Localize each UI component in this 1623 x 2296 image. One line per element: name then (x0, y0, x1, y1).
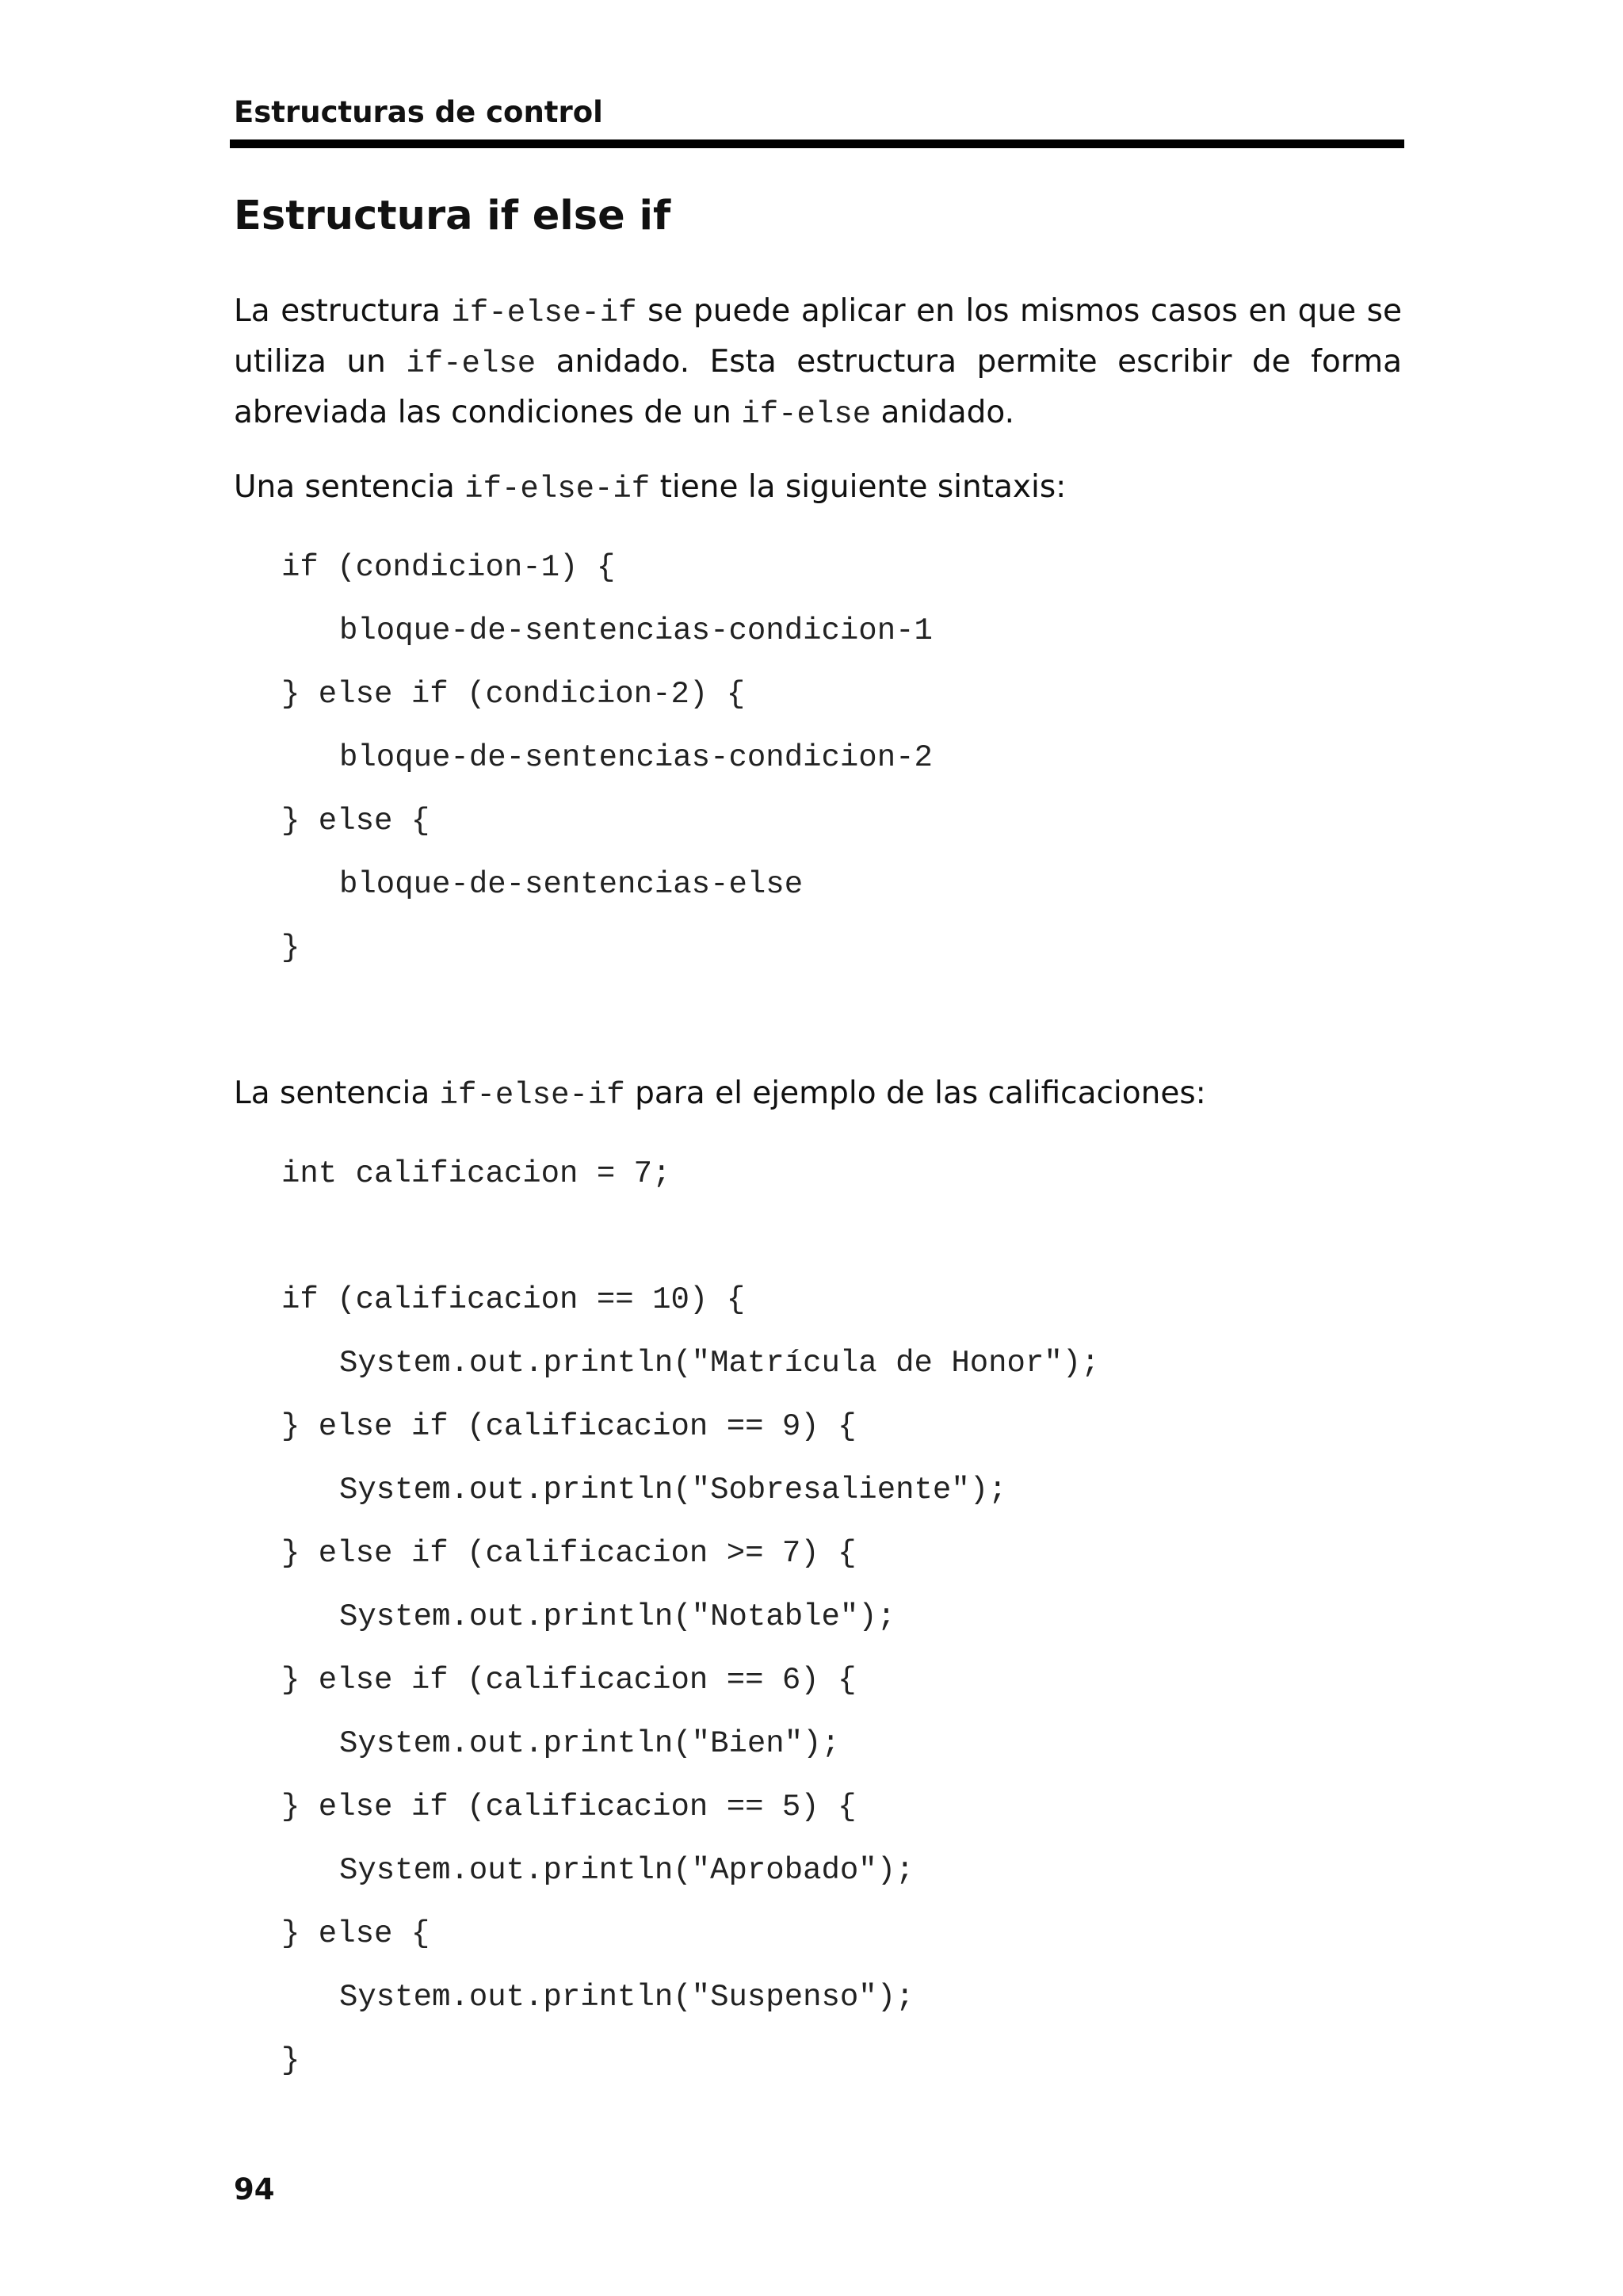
intro-text-1: La estructura (234, 293, 452, 329)
code-line: if (condicion-1) { (281, 550, 616, 585)
example-intro-text-1: La sentencia (234, 1075, 440, 1111)
code-line: bloque-de-sentencias-condicion-1 (339, 613, 933, 648)
code-line: bloque-de-sentencias-condicion-2 (339, 740, 933, 775)
code-line: int calificacion = 7; (281, 1156, 671, 1191)
syntax-intro-paragraph (234, 463, 1402, 514)
code-line: } (281, 930, 300, 965)
intro-text-2: se puede aplicar en los mismos casos en que se utiliza un (234, 293, 1402, 380)
inline-code-if-else-if: if-else-if (439, 1078, 625, 1113)
running-header: Estructuras de control (234, 95, 603, 129)
syntax-intro-text-2: tiene la siguiente sintaxis: (650, 469, 1067, 505)
code-line: } else if (calificacion == 5) { (281, 1790, 857, 1824)
code-line: } else if (calificacion >= 7) { (281, 1536, 857, 1571)
inline-code-if-else-if: if-else-if (451, 296, 637, 330)
inline-code-if-else: if-else (741, 397, 872, 432)
intro-text-3: anidado. Esta estructura permite escribir de forma abreviada las condiciones de un (234, 344, 1402, 430)
inline-code-if-else: if-else (406, 346, 537, 381)
code-line: bloque-de-sentencias-else (339, 867, 804, 902)
section-title: Estructura if else if (234, 193, 671, 239)
inline-code-if-else-if: if-else-if (464, 472, 651, 506)
code-line: } else if (calificacion == 6) { (281, 1663, 857, 1698)
code-line: System.out.println("Notable"); (339, 1599, 896, 1634)
code-line: System.out.println("Suspenso"); (339, 1980, 915, 2015)
example-intro-text-2: para el ejemplo de las calificaciones: (624, 1075, 1206, 1111)
intro-paragraph (234, 287, 1402, 439)
page-number: 94 (234, 2172, 275, 2206)
code-line: } else if (condicion-2) { (281, 677, 746, 712)
example-intro-paragraph (234, 1069, 1402, 1120)
code-line: } else if (calificacion == 9) { (281, 1409, 857, 1444)
code-line: System.out.println("Bien"); (339, 1726, 840, 1761)
code-line: System.out.println("Aprobado"); (339, 1853, 915, 1888)
header-rule (230, 139, 1404, 148)
code-line: } else { (281, 1916, 430, 1951)
intro-text-4: anidado. (871, 395, 1014, 430)
code-line: } (281, 2043, 300, 2078)
code-line: } else { (281, 804, 430, 839)
code-line: if (calificacion == 10) { (281, 1282, 746, 1317)
code-line: System.out.println("Matrícula de Honor"); (339, 1346, 1100, 1381)
code-line: System.out.println("Sobresaliente"); (339, 1473, 1007, 1507)
syntax-intro-text-1: Una sentencia (234, 469, 465, 505)
